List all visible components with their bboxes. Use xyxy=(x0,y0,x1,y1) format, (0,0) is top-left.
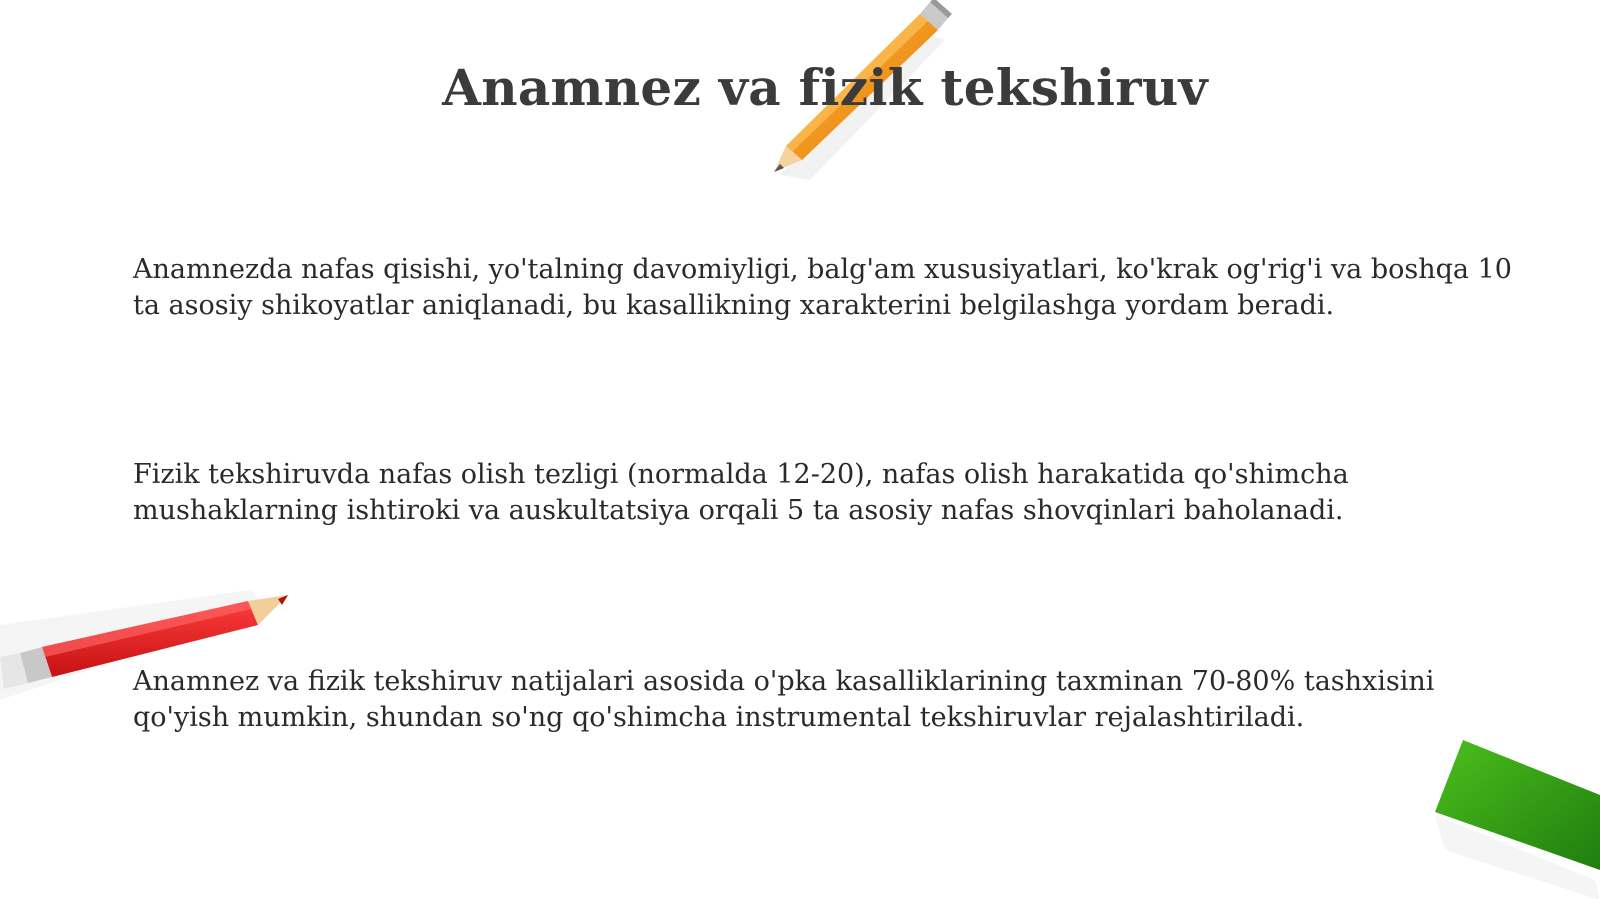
green-paper-icon xyxy=(1435,740,1600,899)
slide-title: Anamnez va fizik tekshiruv xyxy=(442,58,1208,117)
paragraph-physical-exam: Fizik tekshiruvda nafas olish tezligi (normalda 12-20), nafas olish harakatida qo'shimcha mushaklarning ishtiroki va auskultatsiya orqali 5 ta asosiy nafas shovqinlari baholanadi. xyxy=(133,459,1349,526)
paragraph-anamnesis: Anamnezda nafas qisishi, yo'talning davomiyligi, balg'am xususiyatlari, ko'krak og'rig'i va boshqa 10 ta asosiy shikoyatlar aniqlanadi, bu kasallikning xarakterini belgilashga yordam beradi. xyxy=(133,254,1512,321)
paragraph-diagnosis-result: Anamnez va fizik tekshiruv natijalari asosida o'pka kasalliklarining taxminan 70-80% tashxisini qo'yish mumkin, shundan so'ng qo'shimcha instrumental tekshiruvlar rejalashtiriladi. xyxy=(133,666,1435,733)
